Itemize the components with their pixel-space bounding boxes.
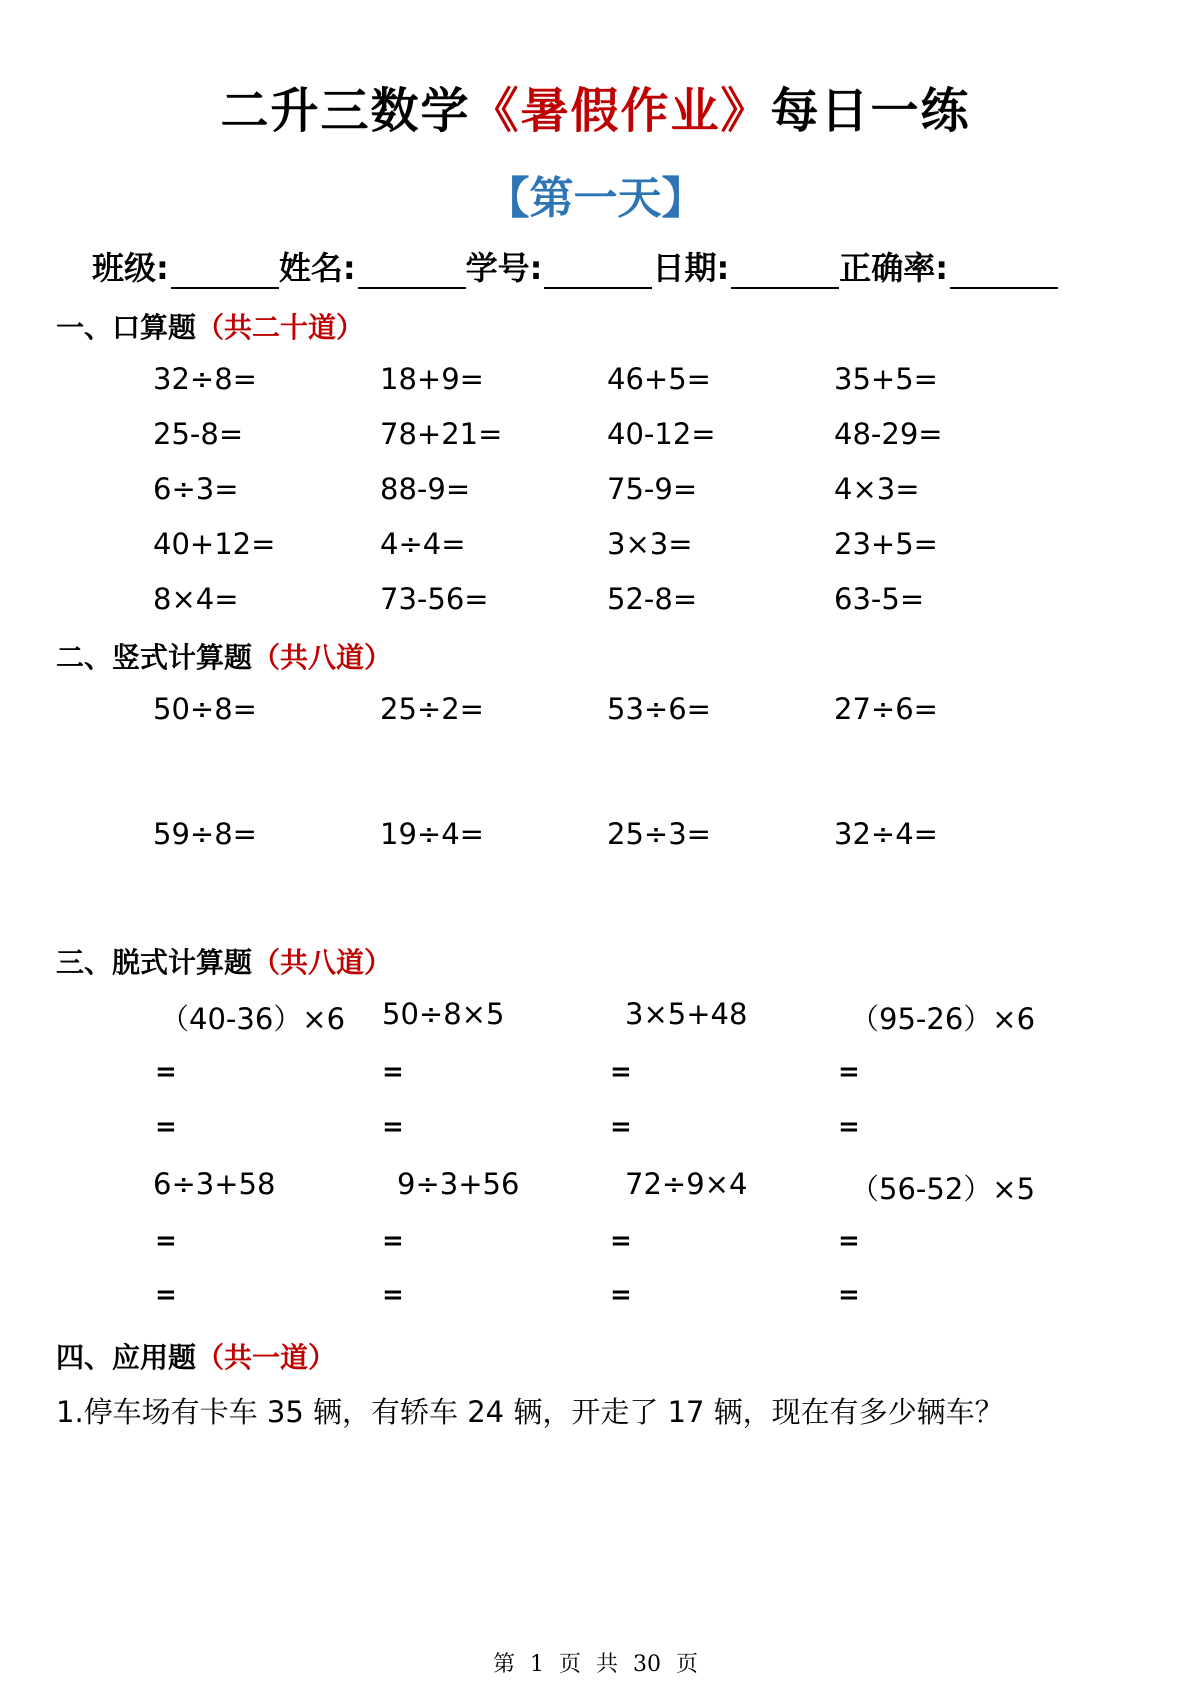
equals-line: =	[610, 1280, 632, 1310]
equals-line: =	[838, 1280, 860, 1310]
section-count: （共一道）	[196, 1341, 337, 1374]
equals-line: =	[155, 1226, 177, 1256]
title-prefix: 二升三数学	[220, 83, 471, 139]
oral-item: 48-29=	[834, 417, 943, 451]
oral-item: 3×3=	[607, 527, 693, 561]
stepwise-expression: 3×5+48	[625, 997, 748, 1031]
equals-line: =	[382, 1112, 404, 1142]
section-title: 四、应用题	[56, 1341, 197, 1374]
equals-line: =	[838, 1226, 860, 1256]
oral-item: 63-5=	[834, 582, 925, 616]
accuracy-label: 正确率:	[839, 249, 949, 287]
student-id-field[interactable]	[466, 243, 653, 289]
stepwise-expression: 9÷3+56	[397, 1167, 520, 1201]
equals-line: =	[155, 1112, 177, 1142]
equals-line: =	[610, 1057, 632, 1087]
vertical-item: 27÷6=	[834, 692, 938, 726]
page-footer: 第 1 页 共 30 页	[493, 1652, 698, 1677]
oral-item: 4÷4=	[380, 527, 466, 561]
accuracy-blank[interactable]	[950, 253, 1058, 289]
student-id-label: 学号:	[465, 249, 543, 287]
vertical-item: 25÷2=	[380, 692, 484, 726]
equals-line: =	[382, 1226, 404, 1256]
class-label: 班级:	[92, 249, 169, 287]
section-count: （共八道）	[252, 946, 393, 979]
title-suffix: 每日一练	[770, 83, 971, 139]
equals-line: =	[838, 1112, 860, 1142]
equals-line: =	[610, 1226, 632, 1256]
oral-item: 40+12=	[153, 527, 276, 561]
vertical-item: 25÷3=	[607, 817, 711, 851]
student-info-row	[92, 243, 1058, 289]
name-label: 姓名:	[278, 249, 356, 287]
vertical-item: 19÷4=	[380, 817, 484, 851]
equals-line: =	[382, 1057, 404, 1087]
date-label: 日期:	[652, 249, 730, 287]
class-field[interactable]	[92, 243, 279, 289]
equals-line: =	[382, 1280, 404, 1310]
oral-item: 52-8=	[607, 582, 698, 616]
date-field[interactable]	[652, 243, 839, 289]
section-title: 三、脱式计算题	[56, 946, 253, 979]
name-blank[interactable]	[358, 253, 466, 289]
oral-item: 6÷3=	[153, 472, 239, 506]
oral-item: 40-12=	[607, 417, 716, 451]
vertical-item: 59÷8=	[153, 817, 257, 851]
stepwise-expression: 50÷8×5	[382, 997, 505, 1031]
section-title: 二、竖式计算题	[56, 641, 253, 674]
section-vertical-heading	[56, 636, 392, 676]
stepwise-expression: 6÷3+58	[153, 1167, 276, 1201]
equals-line: =	[155, 1057, 177, 1087]
student-id-blank[interactable]	[544, 253, 652, 289]
oral-item: 35+5=	[834, 362, 938, 396]
stepwise-expression: （95-26）×6	[850, 1002, 1036, 1036]
vertical-item: 32÷4=	[834, 817, 938, 851]
stepwise-expression: （56-52）×5	[850, 1172, 1036, 1206]
oral-item: 78+21=	[380, 417, 503, 451]
date-blank[interactable]	[731, 253, 839, 289]
oral-item: 25-8=	[153, 417, 244, 451]
stepwise-expression: 72÷9×4	[625, 1167, 748, 1201]
section-title: 一、口算题	[56, 311, 197, 344]
oral-item: 23+5=	[834, 527, 938, 561]
page-title	[0, 72, 1191, 141]
section-stepwise-heading	[56, 941, 392, 981]
oral-item: 8×4=	[153, 582, 239, 616]
section-count: （共八道）	[252, 641, 393, 674]
word-problem-text: 1.停车场有卡车 35 辆，有轿车 24 辆，开走了 17 辆，现在有多少辆车？	[56, 1395, 1004, 1429]
equals-line: =	[610, 1112, 632, 1142]
oral-item: 46+5=	[607, 362, 711, 396]
section-oral-heading	[56, 306, 364, 346]
stepwise-expression: （40-36）×6	[160, 1002, 346, 1036]
name-field[interactable]	[279, 243, 466, 289]
day-subtitle: 【第一天】	[485, 173, 706, 224]
oral-item: 73-56=	[380, 582, 489, 616]
vertical-item: 53÷6=	[607, 692, 711, 726]
oral-item: 4×3=	[834, 472, 920, 506]
oral-item: 88-9=	[380, 472, 471, 506]
oral-item: 18+9=	[380, 362, 484, 396]
title-highlight: 《暑假作业》	[470, 83, 771, 139]
section-count: （共二十道）	[196, 311, 365, 344]
equals-line: =	[838, 1057, 860, 1087]
vertical-item: 50÷8=	[153, 692, 257, 726]
equals-line: =	[155, 1280, 177, 1310]
accuracy-field[interactable]	[839, 243, 1058, 289]
section-word-problem-heading	[56, 1336, 336, 1376]
oral-item: 75-9=	[607, 472, 698, 506]
oral-item: 32÷8=	[153, 362, 257, 396]
class-blank[interactable]	[171, 253, 279, 289]
